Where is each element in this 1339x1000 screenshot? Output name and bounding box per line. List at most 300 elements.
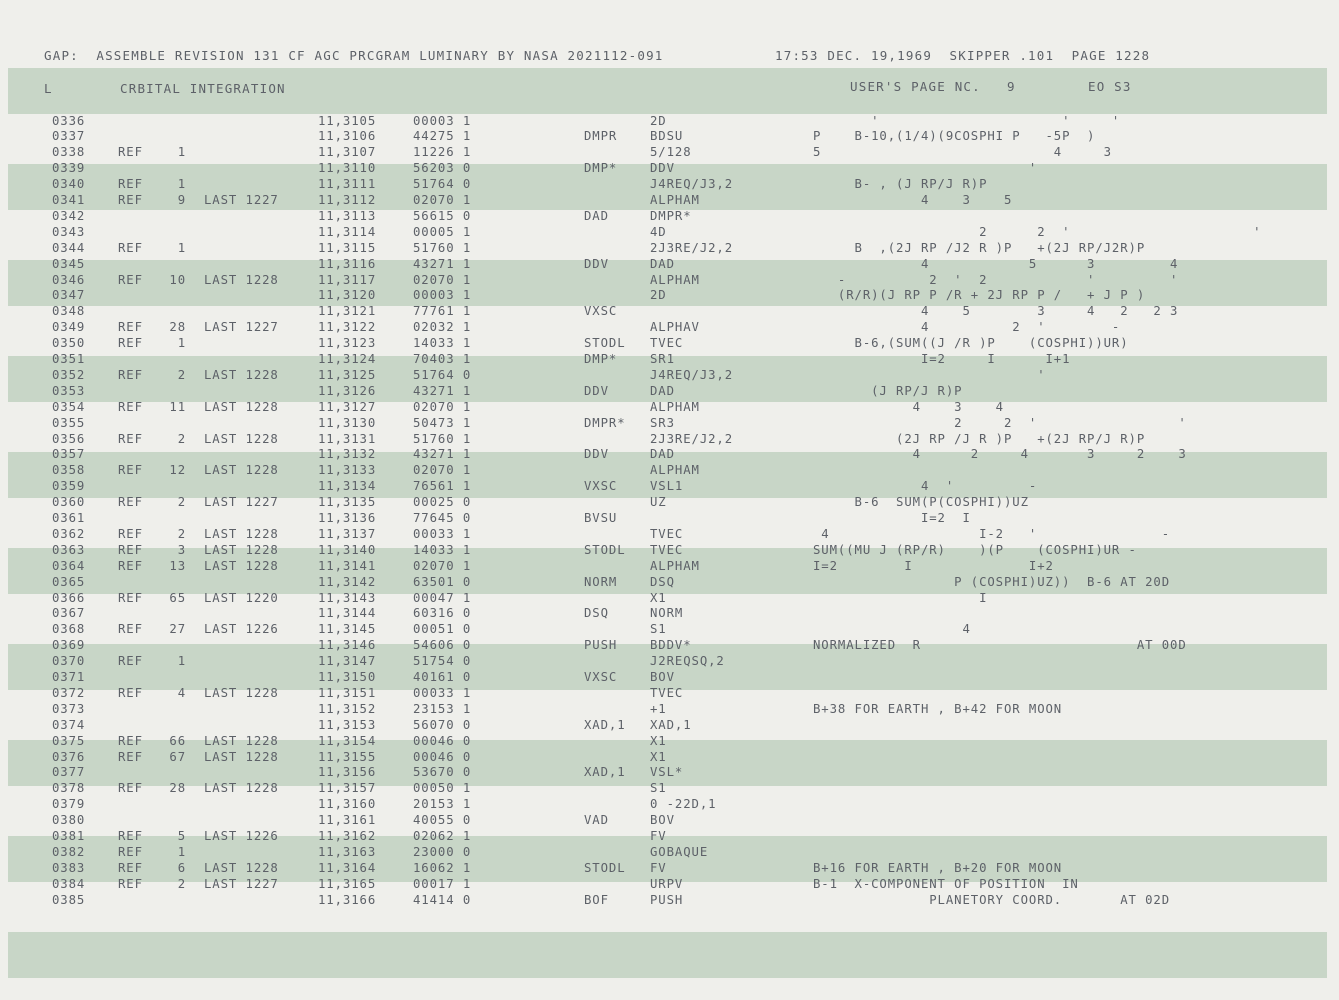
listing-ref: REF [118, 542, 143, 557]
listing-addr: 11,3106 [318, 129, 377, 144]
listing-ref: REF [118, 685, 143, 700]
listing-row [0, 669, 1339, 685]
listing-oct: 77761 1 [413, 304, 472, 319]
listing-cmt: - 2 ' 2 ' ' [813, 272, 1179, 287]
listing-addr: 11,3121 [318, 304, 377, 319]
listing-cmt: NORMALIZED R AT 00D [813, 638, 1187, 653]
listing-line: 0340 [52, 177, 86, 192]
listing-opd: TVEC [650, 526, 684, 541]
listing-oct: 53670 0 [413, 765, 472, 780]
listing-oct: 51764 0 [413, 367, 472, 382]
listing-header-right: 17:53 DEC. 19,1969 SKIPPER .101 PAGE 1228 [775, 48, 1151, 63]
listing-opd: ALPHAM [650, 558, 700, 573]
listing-addr: 11,3147 [318, 654, 377, 669]
listing-opd: DSQ [650, 574, 675, 589]
listing-oct: 00050 1 [413, 781, 472, 796]
listing-addr: 11,3130 [318, 415, 377, 430]
listing-oct: 00003 1 [413, 288, 472, 303]
listing-opd: ALPHAM [650, 272, 700, 287]
listing-row [0, 128, 1339, 144]
listing-oct: 02032 1 [413, 320, 472, 335]
listing-addr: 11,3155 [318, 749, 377, 764]
listing-cmt: (2J RP /J R )P +(2J RP/J R)P [813, 431, 1146, 446]
listing-op: DDV [584, 256, 609, 271]
listing-line: 0361 [52, 511, 86, 525]
listing-opd: ALPHAM [650, 463, 700, 478]
listing-opd: 4D [650, 224, 667, 239]
listing-cmt: 4 3 5 [813, 193, 1013, 207]
listing-oct: 41414 0 [413, 892, 472, 907]
listing-line: 0343 [52, 224, 86, 239]
listing-addr: 11,3133 [318, 463, 377, 478]
listing-cmt: 4 [813, 622, 971, 637]
listing-row [0, 462, 1339, 478]
listing-row [0, 446, 1339, 462]
listing-row [0, 653, 1339, 669]
listing-cmt: I [813, 590, 988, 605]
listing-addr: 11,3126 [318, 383, 377, 398]
section-title: CRBITAL INTEGRATION [120, 81, 286, 96]
listing-addr: 11,3117 [318, 272, 377, 287]
listing-line: 0375 [52, 733, 86, 748]
listing-oct: 00025 0 [413, 495, 472, 510]
listing-last: LAST 1226 [204, 622, 279, 637]
listing-num: 28 [169, 320, 186, 335]
listing-opd: TVEC [650, 685, 684, 700]
listing-row [0, 431, 1339, 447]
listing-addr: 11,3124 [318, 352, 377, 366]
listing-ref: REF [118, 876, 143, 891]
users-page-number: USER'S PAGE NC. 9 [850, 79, 1016, 94]
listing-row [0, 542, 1339, 558]
listing-last: LAST 1228 [204, 558, 279, 573]
listing-oct: 23000 0 [413, 844, 472, 859]
listing-ref: REF [118, 336, 143, 351]
listing-opd: X1 [650, 749, 667, 764]
listing-opd: X1 [650, 733, 667, 748]
listing-line: 0342 [52, 208, 86, 223]
listing-last: LAST 1227 [204, 876, 279, 891]
listing-row [0, 764, 1339, 780]
listing-line: 0380 [52, 813, 86, 828]
listing-opd: 0 -22D,1 [650, 797, 717, 812]
listing-last: LAST 1228 [204, 463, 279, 478]
listing-oct: 00051 0 [413, 622, 472, 637]
listing-opd: BDDV* [650, 638, 692, 653]
listing-ref: REF [118, 145, 143, 160]
listing-num: 1 [177, 177, 186, 192]
listing-op: DDV [584, 447, 609, 462]
listing-cmt: B-6,(SUM((J /R )P (COSPHI))UR) [813, 336, 1129, 351]
listing-oct: 60316 0 [413, 606, 472, 621]
listing-num: 67 [169, 749, 186, 764]
listing-cmt: PLANETORY COORD. AT 02D [813, 892, 1171, 907]
greenbar-band [8, 932, 1327, 978]
listing-oct: 40055 0 [413, 813, 472, 828]
listing-ref: REF [118, 781, 143, 796]
listing-line: 0338 [52, 145, 86, 160]
listing-addr: 11,3143 [318, 590, 377, 605]
listing-cmt: I=2 I I+2 [813, 558, 1054, 573]
listing-last: LAST 1228 [204, 733, 279, 748]
listing-line: 0364 [52, 558, 86, 573]
listing-line: 0352 [52, 367, 86, 382]
listing-op: VXSC [584, 479, 618, 494]
listing-op: STODL [584, 542, 626, 557]
listing-oct: 14033 1 [413, 542, 472, 557]
listing-oct: 56070 0 [413, 717, 472, 732]
listing-addr: 11,3150 [318, 670, 377, 684]
listing-op: DDV [584, 383, 609, 398]
listing-op: BOF [584, 892, 609, 907]
listing-line: 0367 [52, 606, 86, 621]
listing-ref: REF [118, 431, 143, 446]
listing-row [0, 256, 1339, 272]
listing-row [0, 574, 1339, 590]
listing-ref: REF [118, 320, 143, 335]
listing-line: 0345 [52, 256, 86, 271]
listing-last: LAST 1228 [204, 860, 279, 875]
listing-last: LAST 1228 [204, 781, 279, 796]
listing-addr: 11,3116 [318, 256, 377, 271]
listing-row [0, 192, 1339, 208]
listing-num: 2 [177, 367, 186, 382]
listing-last: LAST 1227 [204, 193, 279, 207]
listing-cmt: P B-10,(1/4)(9COSPHI P -5P ) [813, 129, 1096, 144]
listing-line: 0374 [52, 717, 86, 732]
listing-addr: 11,3115 [318, 240, 377, 255]
listing-ref: REF [118, 654, 143, 669]
listing-oct: 43271 1 [413, 447, 472, 462]
listing-opd: TVEC [650, 542, 684, 557]
listing-cmt: B+38 FOR EARTH , B+42 FOR MOON [813, 701, 1063, 716]
listing-addr: 11,3120 [318, 288, 377, 303]
listing-row [0, 780, 1339, 796]
listing-addr: 11,3156 [318, 765, 377, 780]
listing-opd: PUSH [650, 892, 684, 907]
listing-line: 0383 [52, 860, 86, 875]
listing-addr: 11,3105 [318, 113, 377, 128]
listing-opd: TVEC [650, 336, 684, 351]
listing-ref: REF [118, 272, 143, 287]
listing-line: 0358 [52, 463, 86, 478]
listing-op: STODL [584, 860, 626, 875]
listing-ref: REF [118, 844, 143, 859]
listing-last: LAST 1227 [204, 495, 279, 510]
listing-oct: 56615 0 [413, 208, 472, 223]
listing-cmt: 4 3 4 [813, 399, 1004, 414]
listing-opd: SR1 [650, 352, 675, 366]
listing-op: STODL [584, 336, 626, 351]
listing-row [0, 526, 1339, 542]
listing-op: DSQ [584, 606, 609, 621]
listing-num: 4 [177, 685, 186, 700]
listing-line: 0347 [52, 288, 86, 303]
listing-opd: NORM [650, 606, 684, 621]
listing-row [0, 272, 1339, 288]
listing-addr: 11,3132 [318, 447, 377, 462]
listing-addr: 11,3140 [318, 542, 377, 557]
listing-opd: VSL1 [650, 479, 684, 494]
listing-row [0, 303, 1339, 319]
listing-row [0, 510, 1339, 526]
listing-opd: S1 [650, 622, 667, 637]
listing-cmt: P (COSPHI)UZ)) B-6 AT 20D [813, 574, 1171, 589]
listing-cmt: B- , (J RP/J R)P [813, 177, 988, 192]
listing-oct: 70403 1 [413, 352, 472, 366]
listing-op: VXSC [584, 304, 618, 319]
listing-row [0, 319, 1339, 335]
listing-addr: 11,3162 [318, 829, 377, 843]
listing-cmt: 4 2 4 3 2 3 [813, 447, 1187, 462]
eo-label: EO S3 [1088, 79, 1132, 94]
listing-line: 0368 [52, 622, 86, 637]
listing-num: 11 [169, 399, 186, 414]
listing-line: 0376 [52, 749, 86, 764]
listing-opd: ALPHAV [650, 320, 700, 335]
listing-num: 2 [177, 431, 186, 446]
listing-line: 0360 [52, 495, 86, 510]
listing-row [0, 892, 1339, 908]
listing-num: 13 [169, 558, 186, 573]
listing-row [0, 733, 1339, 749]
listing-addr: 11,3135 [318, 495, 377, 510]
listing-line: 0363 [52, 542, 86, 557]
listing-line: 0359 [52, 479, 86, 494]
listing-op: VAD [584, 813, 609, 828]
listing-addr: 11,3141 [318, 558, 377, 573]
listing-op: VXSC [584, 670, 618, 684]
listing-opd: J4REQ/J3,2 [650, 177, 734, 192]
listing-num: 27 [169, 622, 186, 637]
listing-oct: 76561 1 [413, 479, 472, 494]
listing-ref: REF [118, 463, 143, 478]
listing-op: DMP* [584, 161, 618, 176]
listing-ref: REF [118, 240, 143, 255]
listing-row [0, 287, 1339, 303]
listing-opd: URPV [650, 876, 684, 891]
listing-line: 0381 [52, 829, 86, 843]
listing-line: 0372 [52, 685, 86, 700]
listing-line: 0378 [52, 781, 86, 796]
listing-oct: 02070 1 [413, 193, 472, 207]
listing-ref: REF [118, 829, 143, 843]
listing-cmt: 4 5 3 4 2 2 3 [813, 304, 1179, 319]
listing-row [0, 415, 1339, 431]
listing-row [0, 399, 1339, 415]
listing-oct: 02070 1 [413, 399, 472, 414]
listing-line: 0371 [52, 670, 86, 684]
listing-line: 0337 [52, 129, 86, 144]
listing-row [0, 494, 1339, 510]
listing-oct: 63501 0 [413, 574, 472, 589]
listing-last: LAST 1228 [204, 685, 279, 700]
listing-addr: 11,3137 [318, 526, 377, 541]
listing-row [0, 876, 1339, 892]
listing-oct: 51754 0 [413, 654, 472, 669]
listing-addr: 11,3134 [318, 479, 377, 494]
listing-addr: 11,3125 [318, 367, 377, 382]
listing-oct: 00047 1 [413, 590, 472, 605]
listing-cmt: 4 2 ' - [813, 320, 1121, 335]
listing-addr: 11,3111 [318, 177, 377, 192]
listing-addr: 11,3160 [318, 797, 377, 812]
listing-addr: 11,3153 [318, 717, 377, 732]
subheader-letter: L [44, 81, 53, 96]
listing-opd: 2J3RE/J2,2 [650, 431, 734, 446]
listing-cmt: ' [813, 161, 1038, 176]
listing-oct: 50473 1 [413, 415, 472, 430]
listing-oct: 00046 0 [413, 733, 472, 748]
listing-line: 0385 [52, 892, 86, 907]
listing-ref: REF [118, 860, 143, 875]
listing-header-left: GAP: ASSEMBLE REVISION 131 CF AGC PRCGRAM LUMINARY BY NASA 2021112-091 [44, 48, 664, 63]
listing-opd: J2REQSQ,2 [650, 654, 725, 669]
listing-num: 2 [177, 876, 186, 891]
listing-ref: REF [118, 399, 143, 414]
listing-cmt: 4 I-2 ' - [813, 526, 1171, 541]
listing-addr: 11,3145 [318, 622, 377, 637]
listing-oct: 02070 1 [413, 463, 472, 478]
listing-addr: 11,3164 [318, 860, 377, 875]
listing-last: LAST 1228 [204, 431, 279, 446]
listing-num: 1 [177, 844, 186, 859]
listing-addr: 11,3157 [318, 781, 377, 796]
listing-num: 6 [177, 860, 186, 875]
listing-row [0, 176, 1339, 192]
listing-cmt: (J RP/J R)P [813, 383, 963, 398]
listing-row [0, 749, 1339, 765]
listing-op: NORM [584, 574, 618, 589]
listing-cmt: 5 4 3 [813, 145, 1112, 160]
listing-oct: 14033 1 [413, 336, 472, 351]
listing-addr: 11,3123 [318, 336, 377, 351]
listing-opd: UZ [650, 495, 667, 510]
listing-opd: 2J3RE/J2,2 [650, 240, 734, 255]
listing-opd: 2D [650, 288, 667, 303]
listing-num: 65 [169, 590, 186, 605]
listing-oct: 51764 0 [413, 177, 472, 192]
listing-oct: 00017 1 [413, 876, 472, 891]
listing-op: DAD [584, 208, 609, 223]
listing-row [0, 383, 1339, 399]
listing-oct: 77645 0 [413, 511, 472, 525]
listing-op: DMP* [584, 352, 618, 366]
listing-last: LAST 1228 [204, 542, 279, 557]
listing-addr: 11,3122 [318, 320, 377, 335]
listing-line: 0373 [52, 701, 86, 716]
listing-line: 0355 [52, 415, 86, 430]
listing-line: 0384 [52, 876, 86, 891]
listing-opd: J4REQ/J3,2 [650, 367, 734, 382]
listing-line: 0351 [52, 352, 86, 366]
listing-op: XAD,1 [584, 717, 626, 732]
listing-opd: VSL* [650, 765, 684, 780]
listing-ref: REF [118, 367, 143, 382]
listing-row [0, 796, 1339, 812]
listing-oct: 20153 1 [413, 797, 472, 812]
listing-cmt: ' ' ' [813, 113, 1121, 128]
listing-addr: 11,3110 [318, 161, 377, 176]
listing-last: LAST 1228 [204, 272, 279, 287]
listing-line: 0344 [52, 240, 86, 255]
listing-row [0, 590, 1339, 606]
listing-line: 0350 [52, 336, 86, 351]
listing-oct: 51760 1 [413, 431, 472, 446]
listing-opd: XAD,1 [650, 717, 692, 732]
listing-opd: DAD [650, 447, 675, 462]
listing-ref: REF [118, 177, 143, 192]
listing-last: LAST 1228 [204, 367, 279, 382]
listing-row [0, 605, 1339, 621]
listing-addr: 11,3112 [318, 193, 377, 207]
listing-num: 1 [177, 145, 186, 160]
listing-addr: 11,3131 [318, 431, 377, 446]
listing-cmt: B+16 FOR EARTH , B+20 FOR MOON [813, 860, 1063, 875]
listing-line: 0354 [52, 399, 86, 414]
listing-opd: BOV [650, 670, 675, 684]
listing-row [0, 558, 1339, 574]
listing-opd: X1 [650, 590, 667, 605]
listing-cmt: I=2 I [813, 511, 971, 525]
listing-oct: 16062 1 [413, 860, 472, 875]
listing-line: 0366 [52, 590, 86, 605]
listing-line: 0349 [52, 320, 86, 335]
listing-row [0, 224, 1339, 240]
listing-opd: 5/128 [650, 145, 692, 160]
listing-addr: 11,3127 [318, 399, 377, 414]
listing-line: 0377 [52, 765, 86, 780]
listing-oct: 51760 1 [413, 240, 472, 255]
listing-oct: 00005 1 [413, 224, 472, 239]
listing-oct: 00046 0 [413, 749, 472, 764]
listing-num: 1 [177, 240, 186, 255]
listing-oct: 40161 0 [413, 670, 472, 684]
listing-oct: 00033 1 [413, 685, 472, 700]
listing-line: 0348 [52, 304, 86, 319]
listing-last: LAST 1228 [204, 749, 279, 764]
listing-oct: 02070 1 [413, 558, 472, 573]
listing-num: 1 [177, 336, 186, 351]
listing-addr: 11,3107 [318, 145, 377, 160]
listing-num: 66 [169, 733, 186, 748]
listing-row [0, 113, 1339, 129]
listing-ref: REF [118, 193, 143, 207]
listing-row [0, 240, 1339, 256]
listing-row [0, 637, 1339, 653]
listing-line: 0370 [52, 654, 86, 669]
listing-opd: DAD [650, 256, 675, 271]
listing-addr: 11,3165 [318, 876, 377, 891]
listing-line: 0356 [52, 431, 86, 446]
listing-opd: DDV [650, 161, 675, 176]
listing-row [0, 208, 1339, 224]
listing-row [0, 717, 1339, 733]
listing-line: 0353 [52, 383, 86, 398]
listing-opd: DMPR* [650, 208, 692, 223]
listing-addr: 11,3154 [318, 733, 377, 748]
listing-opd: ALPHAM [650, 193, 700, 207]
listing-row [0, 685, 1339, 701]
listing-addr: 11,3136 [318, 511, 377, 525]
listing-op: XAD,1 [584, 765, 626, 780]
listing-row [0, 367, 1339, 383]
listing-cmt: SUM((MU J (RP/R) )(P (COSPHI)UR - [813, 542, 1137, 557]
listing-num: 12 [169, 463, 186, 478]
listing-cmt: B-1 X-COMPONENT OF POSITION IN [813, 876, 1079, 891]
listing-oct: 54606 0 [413, 638, 472, 653]
listing-addr: 11,3113 [318, 208, 377, 223]
